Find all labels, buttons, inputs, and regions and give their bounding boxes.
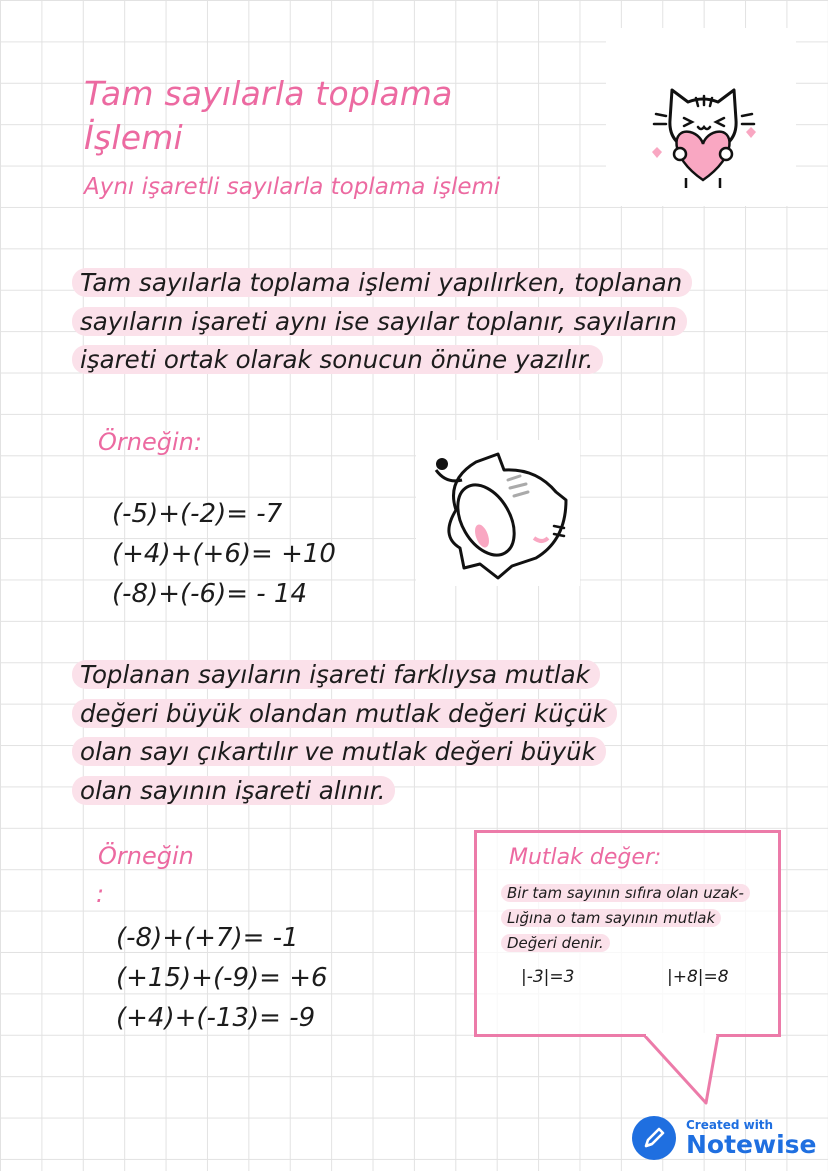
title-line-1: Tam sayılarla toplama xyxy=(84,74,453,113)
example2-heading: Örneğin xyxy=(98,842,194,870)
definition-line-3: Değeri denir. xyxy=(501,934,610,952)
equation: (+4)+(-13)= -9 xyxy=(116,1003,316,1033)
rule-same-sign xyxy=(72,264,692,380)
example1-heading: Örneğin: xyxy=(98,428,202,456)
cat-holding-heart-icon xyxy=(606,28,796,206)
absolute-value-callout xyxy=(474,830,781,1037)
page-title xyxy=(84,72,453,160)
definition-line-2: Lığına o tam sayının mutlak xyxy=(501,909,721,927)
example1-equations xyxy=(112,494,336,614)
callout-tail xyxy=(640,1033,724,1107)
example2-colon: : xyxy=(96,880,105,908)
created-with-label: Created with xyxy=(686,1118,774,1132)
rule2-line-2: değeri büyük olandan mutlak değeri küçük xyxy=(72,699,617,728)
sticker-peeking-cat xyxy=(416,440,580,586)
example2-equations xyxy=(116,918,328,1038)
peeking-cat-icon xyxy=(416,440,580,586)
callout-title: Mutlak değer: xyxy=(509,845,662,870)
rule2-line-4: olan sayının işareti alınır. xyxy=(72,776,395,805)
rule1-line-1: Tam sayılarla toplama işlemi yapılırken, toplanan xyxy=(72,268,692,297)
rule-different-sign xyxy=(72,656,617,810)
notewise-brand: Notewise xyxy=(686,1130,817,1159)
callout-example-b: |+8|=8 xyxy=(667,967,729,987)
title-line-2: İşlemi xyxy=(84,118,183,157)
rule2-line-1: Toplanan sayıların işareti farklıysa mutlak xyxy=(72,660,600,689)
callout-definition xyxy=(501,881,750,956)
equation: (-8)+(+7)= -1 xyxy=(116,923,299,953)
definition-line-1: Bir tam sayının sıfıra olan uzak- xyxy=(501,884,750,902)
notewise-text xyxy=(686,1119,817,1157)
rule2-line-3: olan sayı çıkartılır ve mutlak değeri büyük xyxy=(72,737,606,766)
subtitle: Aynı işaretli sayılarla toplama işlemi xyxy=(84,174,501,200)
equation: (-8)+(-6)= - 14 xyxy=(112,579,307,609)
equation: (-5)+(-2)= -7 xyxy=(112,499,283,529)
callout-example-a: |-3|=3 xyxy=(521,967,575,987)
pencil-circle-icon xyxy=(632,1116,676,1160)
rule1-line-2: sayıların işareti aynı ise sayılar toplanır, sayıların xyxy=(72,307,687,336)
notewise-watermark xyxy=(632,1116,817,1160)
equation: (+15)+(-9)= +6 xyxy=(116,963,328,993)
rule1-line-3: işareti ortak olarak sonucun önüne yazılır. xyxy=(72,345,603,374)
sticker-cat-heart xyxy=(606,28,796,206)
equation: (+4)+(+6)= +10 xyxy=(112,539,336,569)
